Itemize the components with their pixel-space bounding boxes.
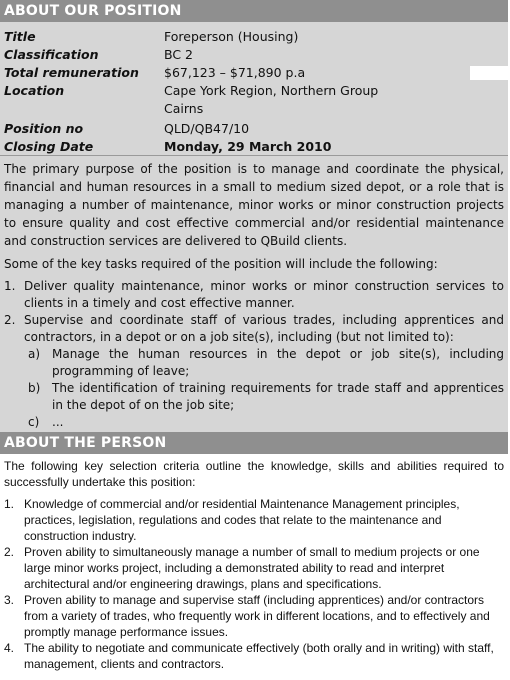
list-item xyxy=(4,544,504,592)
sub-list-item xyxy=(4,346,504,380)
list-item xyxy=(4,592,504,640)
about-person-header: ABOUT THE PERSON xyxy=(0,432,508,454)
purpose-paragraph: The primary purpose of the position is to manage and coordinate the physical, financial and human resources in a small to medium sized depot, or a role that is managing a number of maintenance, minor works or minor construction projects to ensure quality and cost effective commercial and/or residential maintenance and construction services are delivered to QBuild clients. xyxy=(4,162,504,248)
blank-patch xyxy=(470,66,510,80)
list-item xyxy=(4,312,504,346)
list-item xyxy=(4,278,504,312)
list-item-text: ... xyxy=(52,415,64,429)
detail-value: $67,123 – $71,890 p.a xyxy=(164,65,306,80)
about-position-header: ABOUT OUR POSITION xyxy=(0,0,508,22)
tasks-intro: Some of the key tasks required of the position will include the following: xyxy=(4,257,438,271)
sub-list-item xyxy=(4,414,504,431)
list-item-number: 4. xyxy=(4,641,15,655)
list-item-text: Supervise and coordinate staff of various trades, including apprentices and contractors, in a depot or on a job site(s), including (but not limited to): xyxy=(24,313,504,344)
list-item-number: 2. xyxy=(4,545,15,559)
list-item-text: The ability to negotiate and communicate effectively (both orally and in writing) with staff, management, clients and contractors. xyxy=(24,641,494,671)
detail-label: Location xyxy=(4,83,65,98)
list-item xyxy=(4,496,504,544)
list-item xyxy=(4,640,504,672)
detail-value: Foreperson (Housing) xyxy=(164,29,299,44)
list-item-number: c) xyxy=(28,415,40,429)
criteria-intro: The following key selection criteria outline the knowledge, skills and abilities required to successfully undertake this position: xyxy=(4,459,504,489)
detail-label: Closing Date xyxy=(4,139,94,154)
list-item-text: The identification of training requirements for trade staff and apprentices in the depot of on the job site; xyxy=(52,381,504,412)
list-item-text: Knowledge of commercial and/or residential Maintenance Management principles, practices, legislation, regulations and codes that relate to the maintenance and construction industry. xyxy=(24,497,460,543)
detail-label: Total remuneration xyxy=(4,65,139,80)
list-item-text: Proven ability to simultaneously manage a number of small to medium projects or one large minor works project, including a demonstrated ability to read and interpret architectural and/or engineering drawings, plans and specifications. xyxy=(24,545,480,591)
divider xyxy=(0,155,508,156)
detail-label: Position no xyxy=(4,121,84,136)
detail-value: Monday, 29 March 2010 xyxy=(164,139,332,154)
sub-list-item xyxy=(4,380,504,414)
detail-label: Classification xyxy=(4,47,99,62)
list-item-number: 1. xyxy=(4,497,15,511)
list-item-number: 2. xyxy=(4,313,16,327)
detail-value: Cape York Region, Northern Group xyxy=(164,83,379,98)
detail-value: QLD/QB47/10 xyxy=(164,121,250,136)
list-item-text: Deliver quality maintenance, minor works or minor construction services to clients in a timely and cost effective manner. xyxy=(24,279,504,310)
list-item-number: a) xyxy=(28,347,41,361)
list-item-text: Manage the human resources in the depot or job site(s), including programming of leave; xyxy=(52,347,504,378)
detail-value: BC 2 xyxy=(164,47,194,62)
list-item-number: b) xyxy=(28,381,41,395)
tasks-list xyxy=(4,278,504,431)
detail-value: Cairns xyxy=(164,101,204,116)
criteria-list xyxy=(4,496,504,672)
detail-label: Title xyxy=(4,29,36,44)
list-item-number: 1. xyxy=(4,279,16,293)
list-item-text: Proven ability to manage and supervise staff (including apprentices) and/or contractors from a variety of trades, who frequently work in different locations, and to effectively and promptly manage performance issues. xyxy=(24,593,490,639)
list-item-number: 3. xyxy=(4,593,15,607)
